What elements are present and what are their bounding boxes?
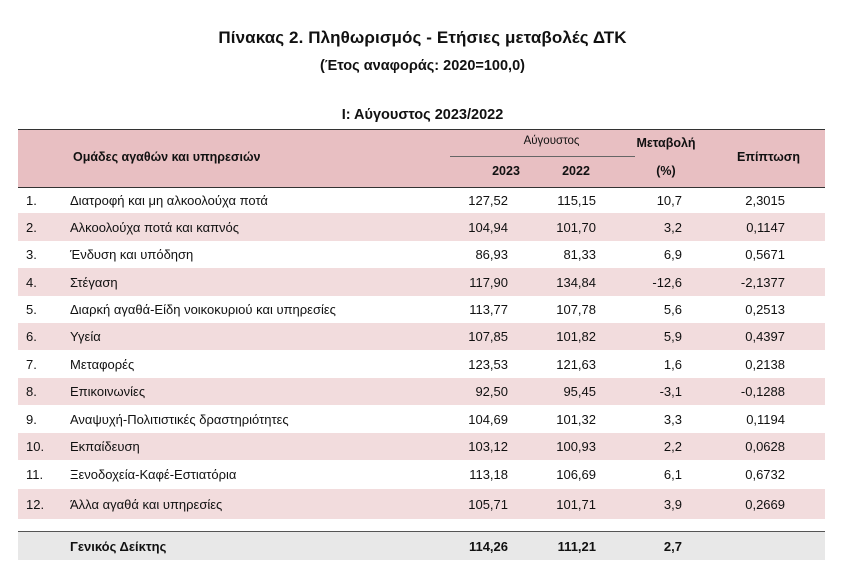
row-number: 3. xyxy=(26,247,37,262)
row-value-2023: 105,71 xyxy=(468,497,508,512)
row-category: Ένδυση και υπόδηση xyxy=(70,247,194,262)
row-value-2022: 134,84 xyxy=(556,275,596,290)
header-groups: Ομάδες αγαθών και υπηρεσιών xyxy=(73,150,261,164)
row-category: Μεταφορές xyxy=(70,357,135,372)
row-impact: 0,2513 xyxy=(745,302,785,317)
row-category: Στέγαση xyxy=(70,275,118,290)
row-change: 6,9 xyxy=(663,247,682,262)
table-row xyxy=(18,296,825,323)
row-number: 1. xyxy=(26,193,37,208)
row-number: 5. xyxy=(26,302,37,317)
header-change: Μεταβολή xyxy=(636,136,696,150)
row-number: 10. xyxy=(26,439,45,454)
header-year-2023: 2023 xyxy=(492,164,520,178)
row-value-2023: 107,85 xyxy=(468,329,508,344)
table-row xyxy=(18,187,825,213)
table-row xyxy=(18,489,825,519)
row-value-2023: 103,12 xyxy=(468,439,508,454)
row-impact: 0,2669 xyxy=(745,497,785,512)
row-impact: 0,4397 xyxy=(745,329,785,344)
table-row xyxy=(18,405,825,433)
row-value-2022: 101,70 xyxy=(556,220,596,235)
row-value-2023: 104,69 xyxy=(468,412,508,427)
row-impact: 0,2138 xyxy=(745,357,785,372)
header-percent: (%) xyxy=(656,164,676,178)
row-number: 9. xyxy=(26,412,37,427)
row-number: 8. xyxy=(26,384,37,399)
row-value-2023: 92,50 xyxy=(475,384,508,399)
header-month-underline xyxy=(450,156,635,157)
section-title: Ι: Αύγουστος 2023/2022 xyxy=(341,107,504,123)
table-row xyxy=(18,241,825,268)
row-category: Διατροφή και μη αλκοολούχα ποτά xyxy=(70,193,268,208)
row-value-2023: 127,52 xyxy=(468,193,508,208)
total-row xyxy=(18,532,825,560)
row-change: 5,6 xyxy=(663,302,682,317)
table-row xyxy=(18,460,825,489)
row-impact: 0,0628 xyxy=(745,439,785,454)
row-impact: 0,6732 xyxy=(745,467,785,482)
row-category: Διαρκή αγαθά-Είδη νοικοκυριού και υπηρεσίες xyxy=(70,302,336,317)
row-value-2022: 101,71 xyxy=(556,497,596,512)
table-row xyxy=(18,433,825,460)
total-change: 2,7 xyxy=(663,539,682,554)
row-change: 3,2 xyxy=(663,220,682,235)
row-category: Άλλα αγαθά και υπηρεσίες xyxy=(70,497,223,512)
row-impact: -2,1377 xyxy=(740,275,785,290)
table-row xyxy=(18,268,825,296)
row-number: 4. xyxy=(26,275,37,290)
table-header xyxy=(18,130,825,188)
row-change: 5,9 xyxy=(663,329,682,344)
row-impact: 0,1147 xyxy=(746,220,785,235)
row-number: 2. xyxy=(26,220,37,235)
row-impact: 2,3015 xyxy=(745,193,785,208)
row-value-2022: 95,45 xyxy=(563,384,596,399)
header-month: Αύγουστος xyxy=(523,135,580,147)
table-row xyxy=(18,350,825,378)
table-row xyxy=(18,323,825,350)
table-title: Πίνακας 2. Πληθωρισμός - Ετήσιες μεταβολές ΔΤΚ xyxy=(218,28,627,47)
row-change: 1,6 xyxy=(663,357,682,372)
row-category: Αλκοολούχα ποτά και καπνός xyxy=(70,220,240,235)
row-number: 12. xyxy=(26,497,45,512)
row-change: 3,3 xyxy=(663,412,682,427)
row-category: Εκπαίδευση xyxy=(70,439,140,454)
row-impact: 0,5671 xyxy=(745,247,785,262)
row-value-2023: 104,94 xyxy=(468,220,508,235)
row-number: 6. xyxy=(26,329,37,344)
table-subtitle: (Έτος αναφοράς: 2020=100,0) xyxy=(320,58,525,74)
row-value-2023: 113,18 xyxy=(469,467,508,482)
total-label: Γενικός Δείκτης xyxy=(70,539,167,554)
row-change: -3,1 xyxy=(659,384,682,399)
row-change: 2,2 xyxy=(663,439,682,454)
row-category: Ξενοδοχεία-Καφέ-Εστιατόρια xyxy=(70,467,237,482)
row-change: -12,6 xyxy=(652,275,682,290)
row-value-2023: 117,90 xyxy=(469,275,508,290)
total-2022: 111,21 xyxy=(557,539,596,554)
row-impact: -0,1288 xyxy=(740,384,785,399)
row-category: Υγεία xyxy=(70,329,101,344)
row-value-2022: 81,33 xyxy=(563,247,596,262)
header-year-2022: 2022 xyxy=(562,164,590,178)
row-value-2023: 86,93 xyxy=(475,247,508,262)
table-row xyxy=(18,378,825,405)
row-value-2022: 121,63 xyxy=(556,357,596,372)
row-change: 6,1 xyxy=(663,467,682,482)
row-value-2022: 101,82 xyxy=(556,329,596,344)
row-number: 7. xyxy=(26,357,37,372)
row-change: 10,7 xyxy=(656,193,682,208)
row-value-2022: 107,78 xyxy=(556,302,596,317)
row-change: 3,9 xyxy=(663,497,682,512)
row-value-2022: 100,93 xyxy=(556,439,596,454)
row-value-2022: 115,15 xyxy=(557,193,596,208)
total-2023: 114,26 xyxy=(468,539,508,554)
table-row xyxy=(18,213,825,241)
row-value-2022: 106,69 xyxy=(556,467,596,482)
row-value-2022: 101,32 xyxy=(556,412,596,427)
row-number: 11. xyxy=(26,467,44,482)
row-value-2023: 123,53 xyxy=(468,357,508,372)
header-impact: Επίπτωση xyxy=(737,150,800,164)
row-value-2023: 113,77 xyxy=(469,302,508,317)
row-category: Αναψυχή-Πολιτιστικές δραστηριότητες xyxy=(70,412,289,427)
row-category: Επικοινωνίες xyxy=(70,384,146,399)
row-impact: 0,1194 xyxy=(746,412,785,427)
